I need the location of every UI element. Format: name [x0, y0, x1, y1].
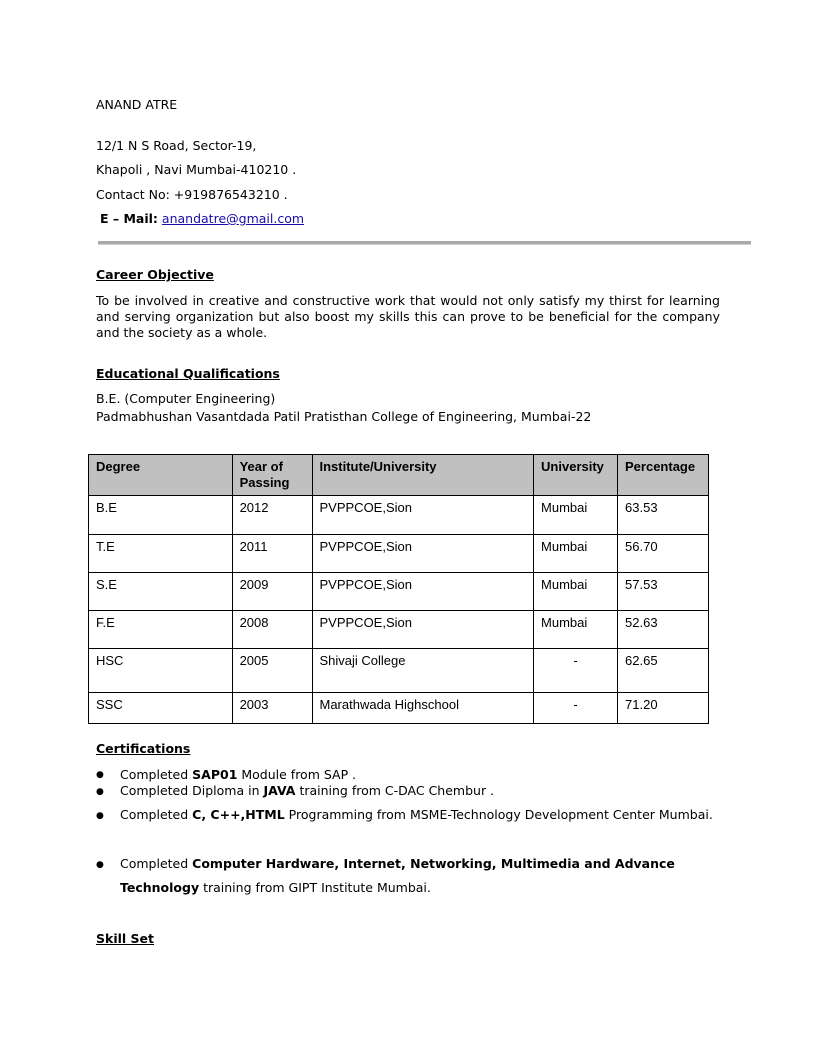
contact-number: Contact No: +919876543210 . [96, 187, 288, 202]
cell-institute: Shivaji College [312, 649, 534, 693]
table-row [89, 611, 709, 649]
career-objective-text: To be involved in creative and constructive work that would not only satisfy my thirst for learning and serving organization but also boost my skills this can prove to be beneficial for the company and the society as a whole. [96, 293, 720, 340]
cell-degree: B.E [89, 496, 233, 535]
career-objective-heading: Career Objective [96, 267, 214, 282]
table-row [89, 573, 709, 611]
college-line: Padmabhushan Vasantdada Patil Pratisthan College of Engineering, Mumbai-22 [96, 409, 592, 424]
cell-degree: F.E [89, 611, 233, 649]
cell-year: 2011 [232, 535, 312, 573]
cell-degree: SSC [89, 693, 233, 724]
cell-year: 2005 [232, 649, 312, 693]
email-label: E – Mail: [100, 211, 158, 226]
cell-institute: PVPPCOE,Sion [312, 496, 534, 535]
cell-university: - [534, 693, 618, 724]
table-row [89, 535, 709, 573]
column-header-degree: Degree [89, 455, 233, 496]
address-line-2: Khapoli , Navi Mumbai-410210 . [96, 162, 297, 177]
bullet-icon: ● [96, 770, 104, 780]
education-table [88, 454, 709, 724]
degree-line: B.E. (Computer Engineering) [96, 391, 276, 406]
cell-institute: PVPPCOE,Sion [312, 573, 534, 611]
candidate-name: ANAND ATRE [96, 97, 178, 112]
cell-institute: PVPPCOE,Sion [312, 611, 534, 649]
table-row [89, 496, 709, 535]
certification-item: Completed C, C++,HTML Programming from MSME-Technology Development Center Mumbai. [120, 807, 713, 822]
cell-university: Mumbai [534, 611, 618, 649]
column-header-university: University [534, 455, 618, 496]
table-header-row [89, 455, 709, 496]
header-divider [98, 241, 751, 245]
cell-percentage: 62.65 [618, 649, 709, 693]
skill-set-heading: Skill Set [96, 931, 154, 946]
cell-percentage: 57.53 [618, 573, 709, 611]
column-header-year: Year of Passing [232, 455, 312, 496]
cell-year: 2003 [232, 693, 312, 724]
cell-percentage: 52.63 [618, 611, 709, 649]
cell-year: 2009 [232, 573, 312, 611]
cell-university: Mumbai [534, 496, 618, 535]
bullet-icon: ● [96, 787, 104, 797]
certification-item: Completed Computer Hardware, Internet, Networking, Multimedia and Advance Technology training from GIPT Institute Mumbai. [120, 856, 675, 895]
cell-institute: PVPPCOE,Sion [312, 535, 534, 573]
cell-degree: S.E [89, 573, 233, 611]
address-line-1: 12/1 N S Road, Sector-19, [96, 138, 257, 153]
email-row [100, 211, 304, 226]
cell-percentage: 56.70 [618, 535, 709, 573]
certification-item: Completed Diploma in JAVA training from C-DAC Chembur . [120, 783, 495, 798]
bullet-icon: ● [96, 860, 104, 870]
bullet-icon: ● [96, 811, 104, 821]
cell-university: - [534, 649, 618, 693]
cell-university: Mumbai [534, 535, 618, 573]
cell-institute: Marathwada Highschool [312, 693, 534, 724]
cell-year: 2012 [232, 496, 312, 535]
cell-percentage: 63.53 [618, 496, 709, 535]
cell-degree: T.E [89, 535, 233, 573]
cell-percentage: 71.20 [618, 693, 709, 724]
certifications-heading: Certifications [96, 741, 191, 756]
column-header-institute: Institute/University [312, 455, 534, 496]
education-heading: Educational Qualifications [96, 366, 280, 381]
cell-university: Mumbai [534, 573, 618, 611]
cell-degree: HSC [89, 649, 233, 693]
table-row [89, 693, 709, 724]
certification-item: Completed SAP01 Module from SAP . [120, 767, 357, 782]
cell-year: 2008 [232, 611, 312, 649]
table-row [89, 649, 709, 693]
column-header-percentage: Percentage [618, 455, 709, 496]
email-link[interactable]: anandatre@gmail.com [161, 211, 305, 226]
